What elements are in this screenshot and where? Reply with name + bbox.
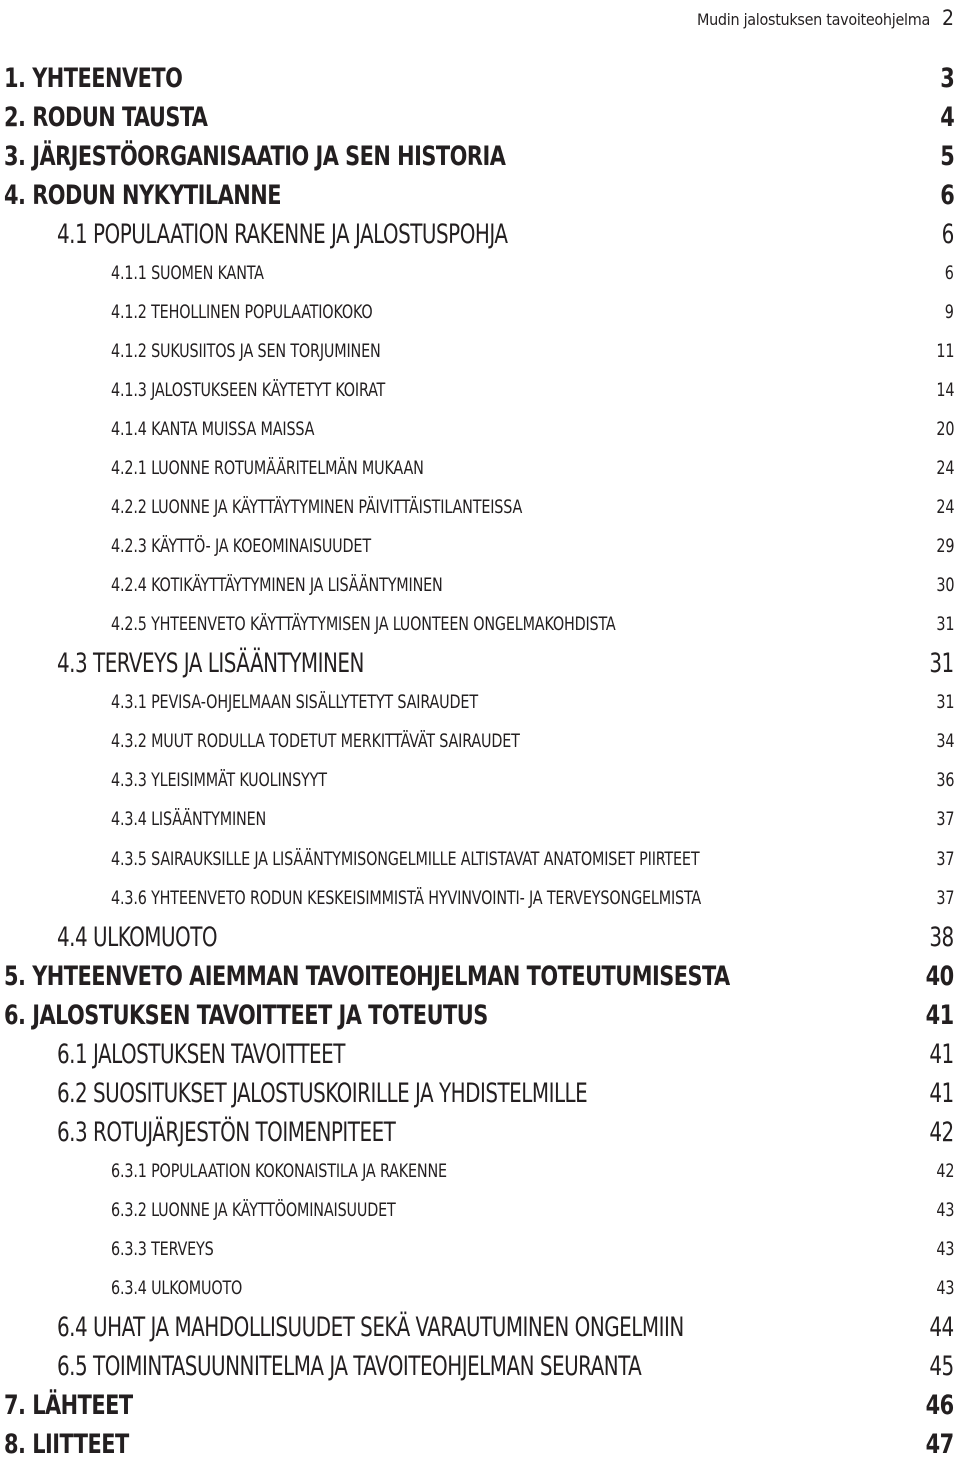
toc-entry[interactable] xyxy=(0,921,960,953)
toc-entry-page: 20 xyxy=(936,417,954,440)
toc-entry[interactable] xyxy=(0,492,960,524)
toc-entry[interactable] xyxy=(0,882,960,914)
toc-entry[interactable] xyxy=(0,453,960,485)
toc-entry[interactable] xyxy=(0,1077,960,1109)
toc-entry-title: 2. RODUN TAUSTA xyxy=(4,101,208,133)
toc-entry-title: 6.3.1 POPULAATION KOKONAISTILA JA RAKENNE xyxy=(111,1159,447,1182)
toc-entry[interactable] xyxy=(0,804,960,836)
toc-entry-title: 4.1 POPULAATION RAKENNE JA JALOSTUSPOHJA xyxy=(57,218,508,250)
toc-entry[interactable] xyxy=(0,726,960,758)
toc-entry-title: 6.3.2 LUONNE JA KÄYTTÖOMINAISUUDET xyxy=(111,1198,396,1221)
toc-entry-page: 43 xyxy=(936,1277,954,1300)
toc-entry[interactable] xyxy=(0,179,960,211)
toc-entry-page: 11 xyxy=(936,339,954,362)
toc-entry[interactable] xyxy=(0,101,960,133)
toc-entry-page: 31 xyxy=(936,613,954,636)
toc-entry-page: 37 xyxy=(936,886,954,909)
toc-entry[interactable] xyxy=(0,257,960,289)
page-number: 2 xyxy=(941,6,954,30)
toc-entry[interactable] xyxy=(0,1194,960,1226)
toc-entry[interactable] xyxy=(0,1390,960,1422)
toc-entry-title: 6.4 UHAT JA MAHDOLLISUUDET SEKÄ VARAUTUMINEN ONGELMIIN xyxy=(57,1312,684,1344)
toc-entry-title: 4. RODUN NYKYTILANNE xyxy=(4,179,281,211)
toc-entry-title: 4.1.3 JALOSTUKSEEN KÄYTETYT KOIRAT xyxy=(111,378,386,401)
toc-entry[interactable] xyxy=(0,140,960,172)
toc-entry-page: 47 xyxy=(925,1429,954,1461)
toc-entry[interactable] xyxy=(0,374,960,406)
toc-entry-page: 43 xyxy=(936,1238,954,1260)
toc-entry-title: 6. JALOSTUKSEN TAVOITTEET JA TOTEUTUS xyxy=(4,999,488,1031)
toc-entry-page: 5 xyxy=(939,140,954,172)
toc-entry-page: 30 xyxy=(936,574,954,597)
toc-entry-page: 43 xyxy=(936,1198,954,1221)
toc-entry-title: 4.1.1 SUOMEN KANTA xyxy=(111,261,264,284)
toc-entry-title: 6.3 ROTUJÄRJESTÖN TOIMENPITEET xyxy=(57,1116,396,1148)
toc-entry[interactable] xyxy=(0,1273,960,1305)
toc-entry-page: 29 xyxy=(936,535,954,558)
toc-entry-page: 37 xyxy=(936,808,954,831)
toc-entry-title: 3. JÄRJESTÖORGANISAATIO JA SEN HISTORIA xyxy=(4,140,506,172)
toc-entry-title: 4.2.4 KOTIKÄYTTÄYTYMINEN JA LISÄÄNTYMINEN xyxy=(111,574,443,597)
toc-entry-title: 4.3 TERVEYS JA LISÄÄNTYMINEN xyxy=(57,648,364,680)
toc-entry[interactable] xyxy=(0,218,960,250)
toc-entry[interactable] xyxy=(0,1351,960,1383)
toc-entry[interactable] xyxy=(0,609,960,641)
toc-entry-title: 4.4 ULKOMUOTO xyxy=(57,921,218,953)
toc-entry-page: 41 xyxy=(929,1077,954,1109)
toc-entry[interactable] xyxy=(0,296,960,328)
toc-entry-title: 4.1.2 TEHOLLINEN POPULAATIOKOKO xyxy=(111,300,373,323)
toc-entry-title: 1. YHTEENVETO xyxy=(4,62,183,94)
toc-entry-page: 24 xyxy=(936,496,954,519)
toc-entry-page: 6 xyxy=(945,261,954,284)
toc-entry-page: 41 xyxy=(925,999,954,1031)
toc-entry-title: 4.1.2 SUKUSIITOS JA SEN TORJUMINEN xyxy=(111,339,381,362)
running-header-title: Mudin jalostuksen tavoiteohjelma xyxy=(696,10,930,29)
toc-entry-title: 6.3.3 TERVEYS xyxy=(111,1238,214,1260)
toc-entry[interactable] xyxy=(0,1234,960,1266)
toc-entry-title: 7. LÄHTEET xyxy=(4,1390,133,1422)
toc-entry[interactable] xyxy=(0,999,960,1031)
toc-entry-title: 4.3.4 LISÄÄNTYMINEN xyxy=(111,808,267,831)
toc-entry-page: 45 xyxy=(929,1351,954,1383)
toc-entry-page: 4 xyxy=(939,101,954,133)
toc-entry-page: 40 xyxy=(925,960,954,992)
toc-entry-page: 41 xyxy=(929,1038,954,1070)
toc-entry-title: 4.3.1 PEVISA-OHJELMAAN SISÄLLYTETYT SAIRAUDET xyxy=(111,691,478,714)
toc-entry-page: 31 xyxy=(936,691,954,714)
toc-entry-title: 4.3.3 YLEISIMMÄT KUOLINSYYT xyxy=(111,769,327,792)
toc-entry-title: 4.3.6 YHTEENVETO RODUN KESKEISIMMISTÄ HYVINVOINTI- JA TERVEYSONGELMISTA xyxy=(111,886,702,909)
toc-entry[interactable] xyxy=(0,413,960,445)
toc-entry[interactable] xyxy=(0,1312,960,1344)
toc-entry-title: 4.3.2 MUUT RODULLA TODETUT MERKITTÄVÄT SAIRAUDET xyxy=(111,730,520,753)
toc-entry[interactable] xyxy=(0,1116,960,1148)
toc-entry-page: 42 xyxy=(929,1116,954,1148)
toc-entry[interactable] xyxy=(0,1038,960,1070)
toc-entry-title: 5. YHTEENVETO AIEMMAN TAVOITEOHJELMAN TOTEUTUMISESTA xyxy=(4,960,730,992)
toc-entry-title: 4.2.2 LUONNE JA KÄYTTÄYTYMINEN PÄIVITTÄISTILANTEISSA xyxy=(111,496,523,519)
toc-entry-page: 38 xyxy=(929,921,954,953)
toc-entry-title: 6.5 TOIMINTASUUNNITELMA JA TAVOITEOHJELMAN SEURANTA xyxy=(57,1351,642,1383)
toc-entry-title: 6.3.4 ULKOMUOTO xyxy=(111,1277,243,1300)
toc-entry-title: 4.2.3 KÄYTTÖ- JA KOEOMINAISUUDET xyxy=(111,535,371,558)
toc-entry-page: 3 xyxy=(939,62,954,94)
toc-entry[interactable] xyxy=(0,570,960,602)
toc-entry[interactable] xyxy=(0,335,960,367)
toc-entry[interactable] xyxy=(0,62,960,94)
toc-entry-page: 14 xyxy=(936,378,954,401)
toc-entry[interactable] xyxy=(0,648,960,680)
toc-entry[interactable] xyxy=(0,843,960,875)
toc-entry-page: 24 xyxy=(936,457,954,479)
toc-entry-page: 6 xyxy=(939,179,954,211)
toc-entry-page: 9 xyxy=(945,300,954,323)
toc-entry-title: 4.2.1 LUONNE ROTUMÄÄRITELMÄN MUKAAN xyxy=(111,457,424,479)
toc-entry-title: 4.2.5 YHTEENVETO KÄYTTÄYTYMISEN JA LUONTEEN ONGELMAKOHDISTA xyxy=(111,613,616,636)
toc-entry[interactable] xyxy=(0,960,960,992)
toc-entry-page: 44 xyxy=(929,1312,954,1344)
toc-entry-page: 36 xyxy=(936,769,954,792)
toc-entry[interactable] xyxy=(0,531,960,563)
toc-entry-title: 6.2 SUOSITUKSET JALOSTUSKOIRILLE JA YHDISTELMILLE xyxy=(57,1077,588,1109)
toc-entry-page: 46 xyxy=(925,1390,954,1422)
toc-entry-page: 37 xyxy=(936,847,954,870)
toc-entry-title: 4.1.4 KANTA MUISSA MAISSA xyxy=(111,417,315,440)
toc-entry[interactable] xyxy=(0,687,960,719)
toc-entry[interactable] xyxy=(0,765,960,797)
toc-entry[interactable] xyxy=(0,1155,960,1187)
toc-entry-title: 4.3.5 SAIRAUKSILLE JA LISÄÄNTYMISONGELMILLE ALTISTAVAT ANATOMISET PIIRTEET xyxy=(111,847,700,870)
toc-entry-title: 8. LIITTEET xyxy=(4,1429,129,1461)
toc-entry-page: 42 xyxy=(936,1159,954,1182)
toc-entry-title: 6.1 JALOSTUKSEN TAVOITTEET xyxy=(57,1038,345,1070)
toc-entry-page: 6 xyxy=(941,218,954,250)
toc-entry-page: 34 xyxy=(936,730,954,753)
toc-entry-page: 31 xyxy=(929,648,954,680)
